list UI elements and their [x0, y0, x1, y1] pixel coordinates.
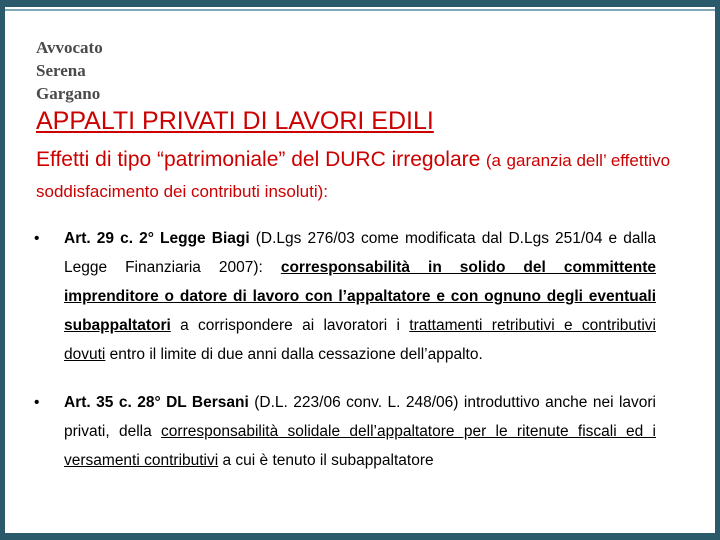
bullet-item — [34, 224, 656, 369]
subtitle-paren: (a — [485, 151, 501, 170]
subtitle-main: Effetti di tipo “patrimoniale” del DURC irregolare — [36, 148, 481, 171]
bullet-text — [64, 224, 656, 369]
frame-right-border — [715, 0, 720, 540]
logo-line-3: Gargano — [36, 84, 101, 103]
bullet-text-part: (D.Lgs 276/03 come modificata dal D.Lgs 251/04 e dalla Legge Finanziaria 2007): — [64, 230, 656, 276]
bullet-bold: Art. 29 c. 2° Legge Biagi — [64, 230, 250, 247]
frame-bottom-border — [0, 533, 720, 540]
bullet-underline: trattamenti retributivi e contributivi dovuti — [64, 317, 656, 363]
bullet-marker: • — [34, 230, 40, 247]
slide-subtitle — [36, 144, 676, 207]
bullet-bold: Art. 35 c. 28° DL Bersani — [64, 394, 249, 411]
bullet-underline: corresponsabilità solidale dell’appaltatore per le ritenute fiscali ed i versamenti contributivi — [64, 423, 656, 469]
bullet-item — [34, 388, 656, 475]
bullet-text-part: a cui è tenuto il subappaltatore — [218, 452, 434, 469]
bullet-text — [64, 388, 656, 475]
logo-line-1: Avvocato — [36, 38, 103, 57]
frame-left-border — [0, 0, 5, 540]
firm-logo — [36, 36, 103, 105]
frame-top-border — [0, 0, 720, 7]
bullet-text-part: (D.L. 223/06 conv. L. 248/06) introduttivo anche nei lavori privati, della — [64, 394, 656, 440]
bullet-marker: • — [34, 394, 40, 411]
bullet-text-part: a corrispondere ai lavoratori i — [170, 317, 410, 334]
logo-line-2: Serena — [36, 61, 86, 80]
bullet-text-part: entro il limite di due anni dalla cessazione dell’appalto. — [105, 346, 483, 363]
bullet-underline-bold: corresponsabilità in solido del committente imprenditore o datore di lavoro con l’appaltatore e con ognuno degli eventuali subappaltatori — [64, 259, 656, 334]
slide-title: APPALTI PRIVATI DI LAVORI EDILI — [36, 107, 434, 135]
frame-inner-line — [5, 9, 715, 11]
bullet-list — [34, 224, 656, 475]
subtitle-rest: garanzia dell’ effettivo soddisfacimento dei contributi insoluti): — [36, 151, 671, 201]
